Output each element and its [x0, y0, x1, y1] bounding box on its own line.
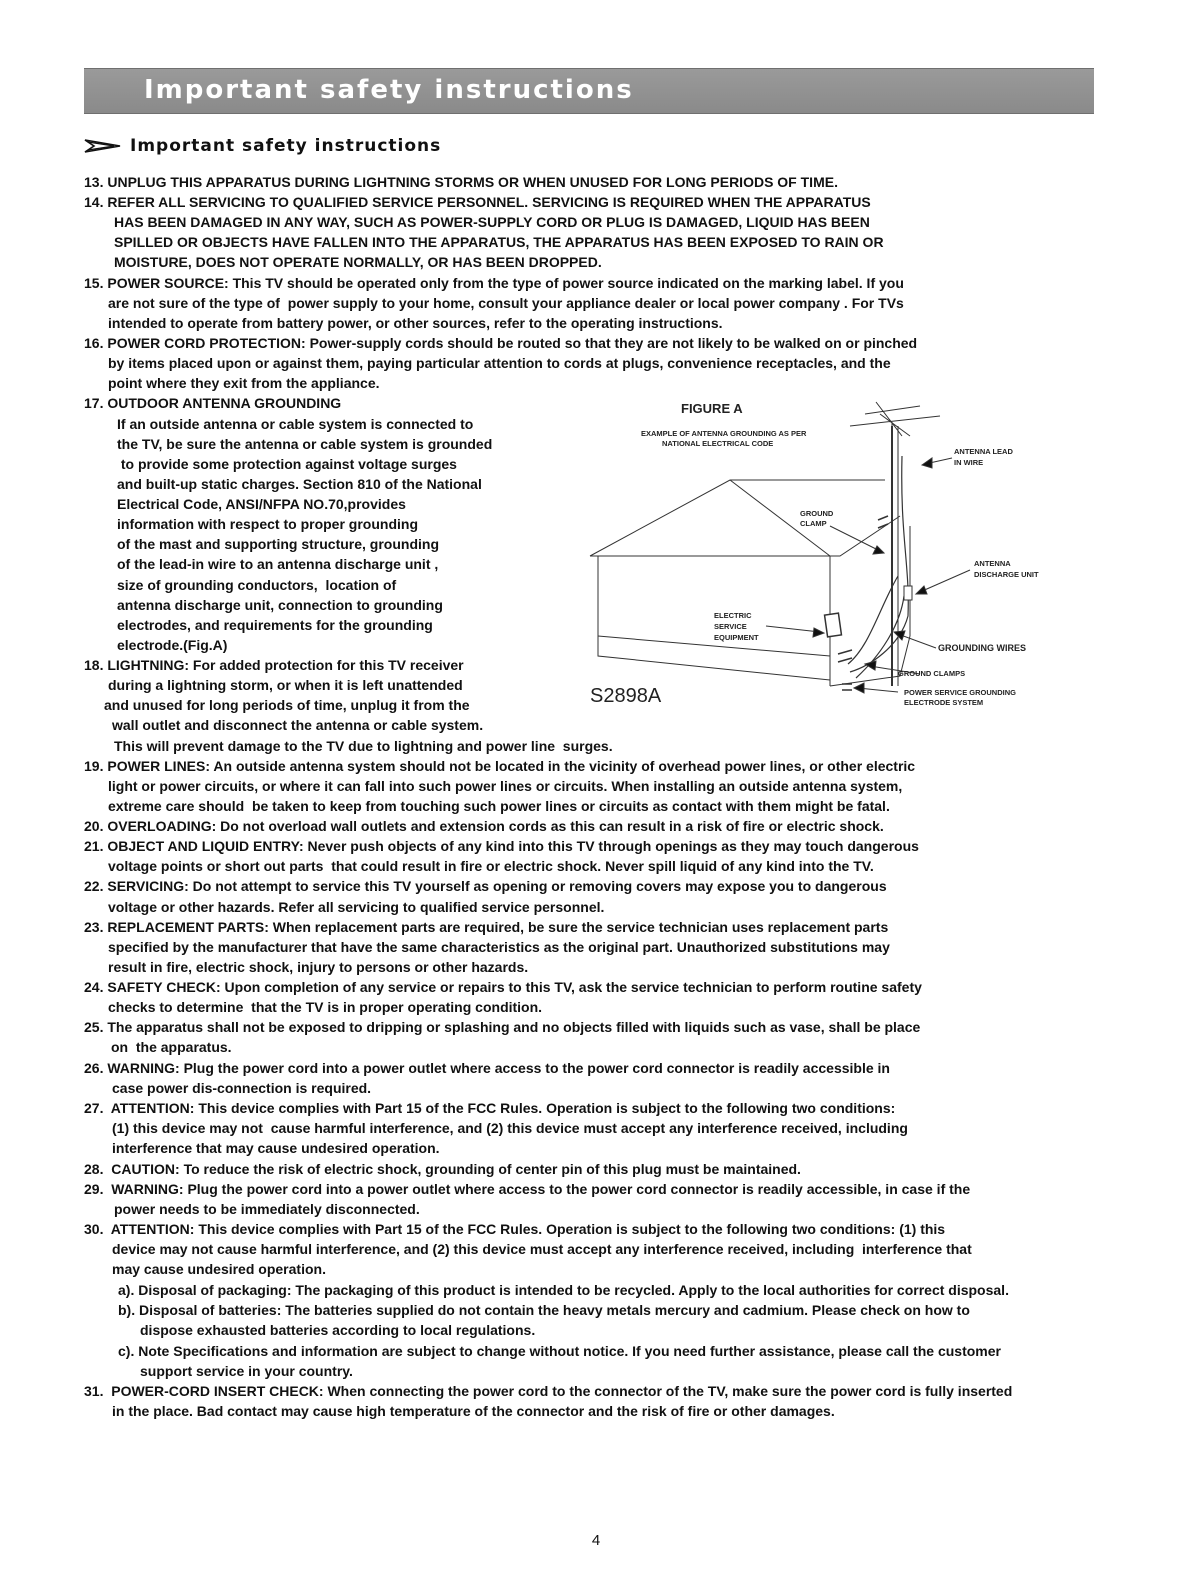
text-line: (1) this device may not cause harmful interference, and (2) this device must accept any interference received, including	[112, 1120, 908, 1136]
antenna-icon	[850, 402, 940, 686]
label-power-service: ELECTRODE SYSTEM	[904, 698, 984, 707]
figure-caption: NATIONAL ELECTRICAL CODE	[662, 439, 774, 448]
text-line: support service in your country.	[140, 1363, 353, 1379]
figure-caption: EXAMPLE OF ANTENNA GROUNDING AS PER	[641, 429, 807, 438]
text-line: 14. REFER ALL SERVICING TO QUALIFIED SERVICE PERSONNEL. SERVICING IS REQUIRED WHEN THE APPARATUS	[84, 194, 871, 210]
label-discharge-unit: ANTENNA	[974, 559, 1011, 568]
label-grounding-wires: GROUNDING WIRES	[938, 643, 1027, 653]
text-line: intended to operate from battery power, or other sources, refer to the operating instructions.	[108, 315, 723, 331]
text-line: 23. REPLACEMENT PARTS: When replacement parts are required, be sure the service technician uses replacement parts	[84, 919, 889, 935]
text-line: 29. WARNING: Plug the power cord into a power outlet where access to the power cord connector is readily accessible, in case if the	[84, 1181, 971, 1197]
text-line: interference that may cause undesired operation.	[112, 1140, 440, 1156]
leader-arrows	[766, 458, 970, 693]
text-line: the TV, be sure the antenna or cable system is grounded	[117, 436, 493, 452]
text-line: voltage points or short out parts that could result in fire or electric shock. Never spill liquid of any kind into the TV.	[108, 858, 874, 874]
text-line: If an outside antenna or cable system is connected to	[117, 416, 474, 432]
label-ground-clamps: GROUND CLAMPS	[898, 669, 966, 678]
text-line: Electrical Code, ANSI/NFPA NO.70,provides	[117, 496, 406, 512]
label-electric-service: ELECTRIC	[714, 611, 752, 620]
label-electric-service: SERVICE	[714, 622, 747, 631]
text-line: result in fire, electric shock, injury to persons or other hazards.	[108, 959, 529, 975]
text-line: SPILLED OR OBJECTS HAVE FALLEN INTO THE APPARATUS, THE APPARATUS HAS BEEN EXPOSED TO RAIN OR	[114, 234, 884, 250]
text-line: 19. POWER LINES: An outside antenna system should not be located in the vicinity of overhead power lines, or other electric	[84, 758, 916, 774]
text-line: 22. SERVICING: Do not attempt to service this TV yourself as opening or removing covers may expose you to dangerous	[84, 878, 887, 894]
text-line: to provide some protection against voltage surges	[117, 456, 457, 472]
figure-title: FIGURE A	[681, 401, 743, 416]
text-line: 16. POWER CORD PROTECTION: Power-supply cords should be routed so that they are not likely to be walked on or pinched	[84, 335, 918, 351]
antenna-grounding-figure	[580, 396, 1070, 718]
text-line: case power dis-connection is required.	[112, 1080, 372, 1096]
text-line: b). Disposal of batteries: The batteries supplied do not contain the heavy metals mercury and cadmium. Please check on how to	[118, 1302, 970, 1318]
label-ground-clamp: CLAMP	[800, 519, 827, 528]
label-electric-service: EQUIPMENT	[714, 633, 759, 642]
text-line: and built-up static charges. Section 810 of the National	[117, 476, 482, 492]
label-antenna-lead: IN WIRE	[954, 458, 984, 467]
text-line: a). Disposal of packaging: The packaging of this product is intended to be recycled. Apply to the local authorities for correct disposal.	[118, 1282, 1009, 1298]
text-line: during a lightning storm, or when it is left unattended	[108, 677, 463, 693]
label-discharge-unit: DISCHARGE UNIT	[974, 570, 1039, 579]
text-line: 24. SAFETY CHECK: Upon completion of any service or repairs to this TV, ask the service technician to perform routine safety	[84, 979, 922, 995]
text-line: are not sure of the type of power supply to your home, consult your appliance dealer or local power company . For TVs	[108, 295, 904, 311]
text-line: light or power circuits, or where it can fall into such power lines or circuits. When installing an outside antenna system,	[108, 778, 903, 794]
text-line: 21. OBJECT AND LIQUID ENTRY: Never push objects of any kind into this TV through openings as they may touch dangerous	[84, 838, 919, 854]
text-line: This will prevent damage to the TV due to lightning and power line surges.	[114, 738, 613, 754]
text-line: 25. The apparatus shall not be exposed to dripping or splashing and no objects filled with liquids such as vase, shall be place	[84, 1019, 921, 1035]
text-line: by items placed upon or against them, paying particular attention to cords at plugs, convenience receptacles, and the	[108, 355, 891, 371]
text-line: 17. OUTDOOR ANTENNA GROUNDING	[84, 395, 342, 411]
section-title: Important safety instructions	[130, 136, 442, 156]
model-code: S2898A	[590, 685, 662, 707]
text-line: electrode.(Fig.A)	[117, 637, 228, 653]
text-line: and unused for long periods of time, unplug it from the	[104, 697, 470, 713]
text-line: extreme care should be taken to keep from touching such power lines or circuits as contact with them might be fatal.	[108, 798, 890, 814]
page-number: 4	[591, 1532, 601, 1549]
discharge-unit-box	[904, 586, 912, 600]
text-line: 13. UNPLUG THIS APPARATUS DURING LIGHTNING STORMS OR WHEN UNUSED FOR LONG PERIODS OF TIME.	[84, 174, 838, 190]
text-line: information with respect to proper grounding	[117, 516, 418, 532]
text-line: may cause undesired operation.	[112, 1261, 326, 1277]
text-line: device may not cause harmful interference, and (2) this device must accept any interference received, including interference that	[112, 1241, 972, 1257]
text-line: wall outlet and disconnect the antenna or cable system.	[112, 717, 484, 733]
arrow-bullet-icon	[84, 138, 122, 154]
text-line: 31. POWER-CORD INSERT CHECK: When connecting the power cord to the connector of the TV, make sure the power cord is fully inserted	[84, 1383, 1013, 1399]
text-line: of the lead-in wire to an antenna discharge unit ,	[117, 556, 439, 572]
text-line: electrodes, and requirements for the grounding	[117, 617, 433, 633]
house-diagram	[590, 480, 910, 686]
text-line: 27. ATTENTION: This device complies with Part 15 of the FCC Rules. Operation is subject to the following two conditions:	[84, 1100, 896, 1116]
banner-title: Important safety instructions	[144, 75, 634, 105]
text-line: 26. WARNING: Plug the power cord into a power outlet where access to the power cord connector is readily accessible in	[84, 1060, 890, 1076]
text-line: specified by the manufacturer that have the same characteristics as the original part. Unauthorized substitutions may	[108, 939, 890, 955]
service-equipment-box	[825, 613, 842, 637]
label-ground-clamp: GROUND	[800, 509, 834, 518]
text-line: 30. ATTENTION: This device complies with Part 15 of the FCC Rules. Operation is subject to the following two conditions: (1) this	[84, 1221, 946, 1237]
text-line: of the mast and supporting structure, grounding	[117, 536, 439, 552]
text-line: 20. OVERLOADING: Do not overload wall outlets and extension cords as this can result in a risk of fire or electric shock.	[84, 818, 884, 834]
label-antenna-lead: ANTENNA LEAD	[954, 447, 1013, 456]
text-line: 15. POWER SOURCE: This TV should be operated only from the type of power source indicated on the marking label. If you	[84, 275, 904, 291]
text-line: in the place. Bad contact may cause high temperature of the connector and the risk of fire or other damages.	[112, 1403, 835, 1419]
text-line: MOISTURE, DOES NOT OPERATE NORMALLY, OR HAS BEEN DROPPED.	[114, 254, 602, 270]
text-line: antenna discharge unit, connection to grounding	[117, 597, 443, 613]
text-line: power needs to be immediately disconnected.	[114, 1201, 420, 1217]
text-line: HAS BEEN DAMAGED IN ANY WAY, SUCH AS POWER-SUPPLY CORD OR PLUG IS DAMAGED, LIQUID HAS BEEN	[114, 214, 870, 230]
text-line: 28. CAUTION: To reduce the risk of electric shock, grounding of center pin of this plug must be maintained.	[84, 1161, 801, 1177]
label-power-service: POWER SERVICE GROUNDING	[904, 688, 1016, 697]
text-line: checks to determine that the TV is in proper operating condition.	[108, 999, 543, 1015]
text-line: size of grounding conductors, location of	[117, 577, 397, 593]
header-banner	[84, 68, 1094, 114]
text-line: point where they exit from the appliance.	[108, 375, 380, 391]
text-line: c). Note Specifications and information are subject to change without notice. If you need further assistance, please call the customer	[118, 1343, 1001, 1359]
text-line: 18. LIGHTNING: For added protection for this TV receiver	[84, 657, 464, 673]
grounding-wires	[848, 456, 908, 678]
text-line: on the apparatus.	[111, 1039, 232, 1055]
text-line: voltage or other hazards. Refer all servicing to qualified service personnel.	[108, 899, 605, 915]
section-heading	[84, 133, 441, 159]
text-line: dispose exhausted batteries according to local regulations.	[140, 1322, 536, 1338]
